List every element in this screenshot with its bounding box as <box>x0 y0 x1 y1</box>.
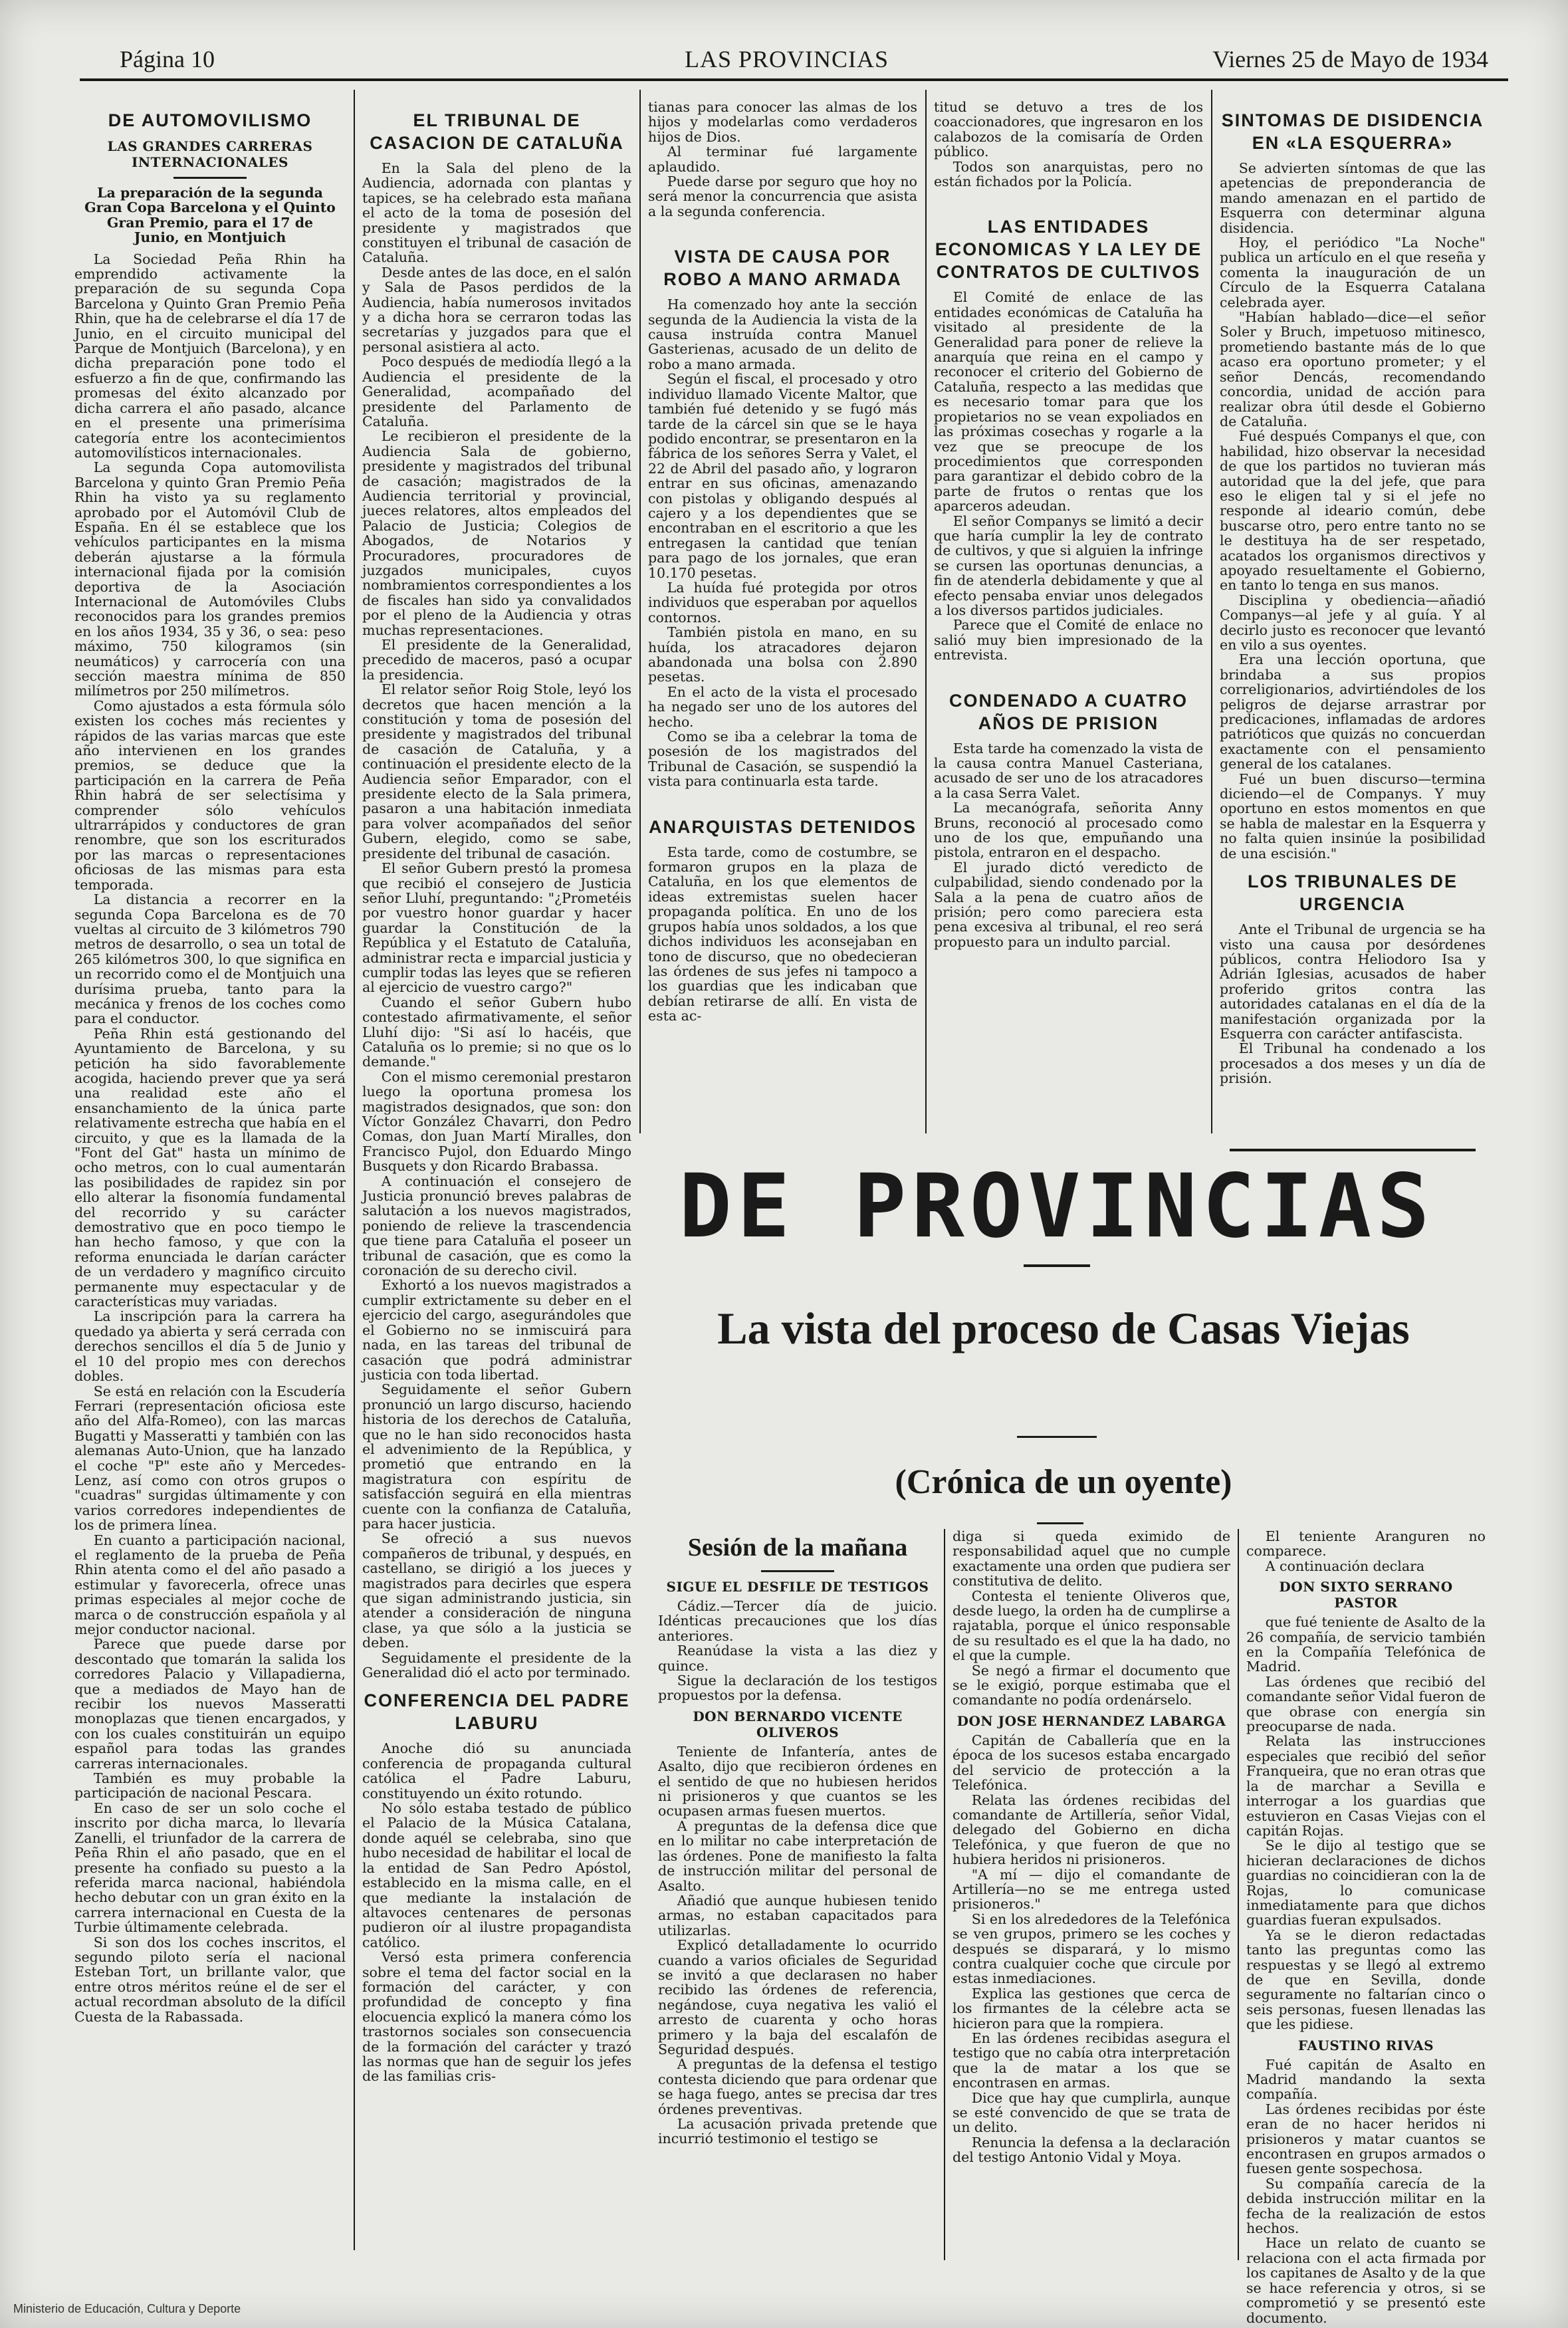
paragraph: Relata las órdenes recibidas del comandante de Artillería, señor Vidal, delegado del Gobierno en dicha Telefónica, y que fueron de que no hubiera heridos ni prisioneros. <box>952 1792 1230 1868</box>
paragraph: En caso de ser un solo coche el inscrito por dicha marca, lo llevaría Zanelli, el triunfador de la carrera de Peña Rhin el año pasado, que en el presente ha confiado su puesto a la referida marca nacional, habiéndola hecho debutar con un gran éxito en la carrera internacional en Cuesta de la Turbie últimamente celebrada. <box>74 1800 346 1936</box>
paragraph: Ya se le dieron redactadas tanto las preguntas como las respuestas y se llegó al extremo de que en Sevilla, donde seguramente no faltarían cinco o seis personas, fuesen llenadas las que les pidiese. <box>1246 1926 1486 2033</box>
paragraph: El relator señor Roig Stole, leyó los decretos que hacen mención a la constitución y toma de posesión del presidente y magistrados del tribunal de casación de Cataluña, y a continuación el presidente electo de la Audiencia señor Emparador, con el presidente electo de la Sala primera, pasaron a una habitación inmediata para volver acompañados del señor Gubern, elegido, como se sabe, presidente del tribunal de casación. <box>362 681 631 862</box>
paragraph: que fué teniente de Asalto de la 26 compañía, de servicio también en la Compañía Telefónica de Madrid. <box>1246 1614 1486 1675</box>
paragraph: En el acto de la vista el procesado ha negado ser uno de los autores del hecho. <box>648 683 917 730</box>
paragraph: Teniente de Infantería, antes de Asalto, dijo que recibieron órdenes en el sentido de que no hubiesen heridos ni prisioneros y que cuantos se les ocupasen armas fuesen muertos. <box>658 1743 937 1819</box>
paragraph: La Sociedad Peña Rhin ha emprendido activamente la preparación de su segunda Copa Barcelona y Quinto Gran Premio Peña Rhin, que ha de celebrarse el día 17 de Junio, en el circuito municipal del Parque de Montjuich (Barcelona), y en dicha preparación pone todo el esfuerzo a fin de que, confirmando las promesas del éxito alcanzado por dicha carrera el año pasado, alcance en el presente una primerísima categoría entre los acontecimientos automovilísticos internacionales. <box>74 251 346 461</box>
paragraph: Como se iba a celebrar la toma de posesión de los magistrados del Tribunal de Casación, se suspendió la vista para continuarla esta tarde. <box>648 729 917 790</box>
heading-automovilismo: DE AUTOMOVILISMO <box>108 110 312 130</box>
paragraph: Ante el Tribunal de urgencia se ha visto una causa por desórdenes públicos, contra Heliodoro Isa y Adrián Iglesias, acusados de haber proferido gritos contra las autoridades catalanas en el día de la manifestación organizada por la Esquerra con carácter antifascista. <box>1220 921 1486 1042</box>
paragraph: Se advierten síntomas de que las apetencias de preponderancia de mando amenazan en el partido de Esquerra con determinar alguna disidencia. <box>1220 160 1486 236</box>
masthead <box>120 39 1488 78</box>
paragraph: Le recibieron el presidente de la Audiencia Sala de gobierno, presidente y magistrados del tribunal de casación; magistrados de la Audiencia territorial y provincial, jueces relatores, altos empleados del Palacio de Justicia; Colegios de Abogados, de Notarios y Procuradores, procuradores de juzgados municipales, cuyos nombramientos correspondientes a los de fiscales han sido ya convalidados por el pleno de la Audiencia y otras muchas representaciones. <box>362 428 631 638</box>
paragraph: Renuncia la defensa a la declaración del testigo Antonio Vidal y Moya. <box>952 2134 1230 2166</box>
paragraph: El señor Gubern prestó la promesa que recibió el consejero de Justicia señor Lluhí, preguntando: "¿Prometéis por vuestro honor guardar y hacer guardar la Constitución de la República y el Estatuto de Cataluña, administrar recta e imparcial justicia y cumplir todas las leyes que se refieren al ejercicio de vuestro cargo?" <box>362 860 631 996</box>
divider <box>173 177 247 179</box>
paragraph: Con el mismo ceremonial prestaron luego la oportuna promesa los magistrados designados, que son: don Víctor González Chavarri, don Pedro Comas, don Juan Martí Miralles, don Francisco Pujol, don Eduardo Mingo Busquets y don Ricardo Brabassa. <box>362 1068 631 1175</box>
paragraph: El Tribunal ha condenado a los procesados a dos meses y un día de prisión. <box>1220 1040 1486 1087</box>
paragraph: Se ofreció a sus nuevos compañeros de tribunal, y después, en castellano, se dirigió a los jueces y magistrados para decirles que espera que sigan administrando justicia, sin atender a consideración de ninguna clase, ya que sólo a la justicia se deben. <box>362 1530 631 1651</box>
heading-anarquistas: ANARQUISTAS DETENIDOS <box>648 816 917 837</box>
paragraph: Puede darse por seguro que hoy no será menor la concurrencia que asista a la segunda conferencia. <box>648 174 917 219</box>
paragraph: Las órdenes que recibió del comandante señor Vidal fueron de que obrase con energía sin preocuparse de nada. <box>1246 1673 1486 1735</box>
paragraph: "A mí — dijo el comandante de Artillería—no se me entrega usted prisioneros." <box>952 1866 1230 1913</box>
paragraph: Ha comenzado hoy ante la sección segunda de la Audiencia la vista de la causa instruída contra Manuel Gasterienas, acusado de un delito de robo a mano armada. <box>648 296 917 372</box>
paragraph: Esta tarde ha comenzado la vista de la causa contra Manuel Casteriana, acusado de ser uno de los atracadores a la casa Serra Valet. <box>934 740 1203 801</box>
witness-name: DON SIXTO SERRANO PASTOR <box>1279 1579 1453 1611</box>
newspaper-name: LAS PROVINCIAS <box>685 46 889 72</box>
paragraph: A continuación declara <box>1265 1558 1425 1574</box>
subheading-carreras: LAS GRANDES CARRERAS INTERNACIONALES <box>107 138 313 170</box>
paragraph: A continuación el consejero de Justicia pronunció breves palabras de salutación a los nuevos magistrados, poniendo de relieve la trascendencia que tiene para Cataluña el poseer un tribunal de casación, que es como la coronación de su derecho civil. <box>362 1173 631 1279</box>
paragraph: También pistola en mano, en su huída, los atracadores dejaron abandonada una bolsa con 2.890 pesetas. <box>648 624 917 685</box>
paragraph: Exhortó a los nuevos magistrados a cumplir extrictamente su deber en el ejercicio del cargo, asegurándoles que el Gobierno no se inmiscuirá para nada, en las tareas del tribunal de casación que podrá administrar justicia con toda libertad. <box>362 1277 631 1383</box>
column-divider <box>639 90 641 1133</box>
paragraph: diga si queda eximido de responsabilidad aquel que no cumple exactamente una orden que pudiera ser constitutiva de delito. <box>952 1528 1230 1589</box>
paragraph: Disciplina y obediencia—añadió Companys—al jefe y al guía. Y al decirlo justo es reconocer que levantó en vilo a sus oyentes. <box>1220 592 1486 653</box>
paragraph: Añadió que aunque hubiesen tenido armas, no estaban capacitados para utilizarlas. <box>658 1892 937 1938</box>
article-tribunal-casacion <box>362 100 631 2260</box>
heading-tribunal: EL TRIBUNAL DE CASACION DE CATALUÑA <box>370 110 624 153</box>
paragraph: Parece que puede darse por descontado que tomarán la salida los corredores Palacio y Villapadierna, que a mediados de Mayo han de recibir los nuevos Masseratti monoplazas que tienen encargados, y con los cuales constituirán un equipo español para todas las grandes carreras internacionales. <box>74 1636 346 1772</box>
paragraph: El presidente de la Generalidad, precedido de maceros, pasó a ocupar la presidencia. <box>362 637 631 683</box>
paragraph: Según el fiscal, el procesado y otro individuo llamado Vicente Maltor, que también fué detenido y se fugó más tarde de la cárcel sin que se le haya podido encontrar, se presentaron en la fábrica de los señores Serra y Valet, el 22 de Abril del pasado año, y lograron entrar en sus oficinas, amenazando con pistolas y obligando después al cajero y a los dependientes que se encontraban en el escritorio a que les entregasen la cantidad que tenían para pago de los jornales, que eran 10.170 pesetas. <box>648 371 917 581</box>
paragraph: Versó esta primera conferencia sobre el tema del factor social en la formación del carácter, y con profundidad de concepto y fina elocuencia explicó la manera cómo los trastornos sociales son consecuencia de la formación del carácter y trazó las normas que han de seguir los jefes de las familias cris- <box>362 1949 631 2085</box>
paragraph: Explicó detalladamente lo ocurrido cuando a varios oficiales de Seguridad se invitó a que declarasen no haber recibido las órdenes de referencia, negándose, cuya negativa les valió el arresto de cuarenta y ocho horas primero y la baja del escalafón de Seguridad después. <box>658 1937 937 2057</box>
paragraph: Si son dos los coches inscritos, el segundo piloto sería el nacional Esteban Tort, un brillante valor, que entre otros méritos reúne el de ser el actual recordman absoluto de la difícil Cuesta de la Rabassada. <box>74 1934 346 2025</box>
column-divider <box>354 90 355 2250</box>
kicker: SIGUE EL DESFILE DE TESTIGOS <box>666 1579 929 1595</box>
paragraph: La mecanógrafa, señorita Anny Bruns, reconoció al procesado como uno de los que, empuñando una pistola, entraron en el despacho. <box>934 800 1203 861</box>
paragraph: Al terminar fué largamente aplaudido. <box>648 144 917 175</box>
paragraph: El Comité de enlace de las entidades económicas de Cataluña ha visitado al presidente de la Generalidad para poner de relieve la anarquía que reina en el campo y reconocer el criterio del Gobierno de Cataluña, respecto a las medidas que es necesario tomar para que los propietarios no se vean expoliados en las próximas cosechas y rogarle a la vez que se preocupe de los procedimientos que corresponden para garantizar el debido cobro de la parte de frutos o rentas que los aparceros adeudan. <box>934 289 1203 515</box>
paragraph: Se negó a firmar el documento que se le exigió, porque estimaba que el comandante no podía ordenárselo. <box>952 1662 1230 1708</box>
paragraph: Desde antes de las doce, en el salón y Sala de Pasos perdidos de la Audiencia, había numerosos invitados y a dicha hora se cerraron todas las secretarías y juzgados para que el personal asistiera al acto. <box>362 264 631 355</box>
paragraph: Se está en relación con la Escudería Ferrari (representación oficiosa este año del Alfa-Romeo), con las marcas Bugatti y Masseratti y también con las alemanas Auto-Union, que ha lanzado el coche "P" este año y Mercedes-Lenz, así como con otros grupos o "cuadras" surgidas últimamente y con varios corredores independientes de los de primera línea. <box>74 1383 346 1534</box>
paragraph: A preguntas de la defensa dice que en lo militar no cabe interpretación de las órdenes. Pone de manifiesto la falta de instrucción militar del personal de Asalto. <box>658 1817 937 1894</box>
paragraph: El jurado dictó veredicto de culpabilidad, siendo condenado por la Sala a la pena de cuatro años de prisión; pero como pareciera esta pena excesiva al tribunal, el reo será propuesto para un indulto parcial. <box>934 859 1203 950</box>
paragraph: Cuando el señor Gubern hubo contestado afirmativamente, el señor Lluhí dijo: "Si así lo hacéis, que Cataluña os lo premie; si no que os lo demande." <box>362 994 631 1070</box>
article-sesion-cont2 <box>1246 1528 1486 2326</box>
headline-rule <box>1017 1436 1097 1438</box>
masthead-rule <box>80 78 1508 81</box>
paragraph: Las órdenes recibidas por éste eran de no hacer heridos ni prisioneros y matar cuantos se encontrasen en grupos armados o fuesen gente sospechosa. <box>1246 2101 1486 2177</box>
paragraph: La inscripción para la carrera ha quedado ya abierta y será cerrada con derechos sencillos el día 5 de Junio y el 10 del propio mes con derechos dobles. <box>74 1308 346 1385</box>
lead-paragraph: La preparación de la segunda Gran Copa Barcelona y el Quinto Gran Premio, para el 17 de Junio, en Montjuich <box>84 185 336 246</box>
issue-date: Viernes 25 de Mayo de 1934 <box>1212 46 1488 72</box>
paragraph: Fué capitán de Asalto en Madrid mandando la sexta compañía. <box>1246 2056 1486 2103</box>
paragraph: Anoche dió su anunciada conferencia de propaganda cultural católica el Padre Laburu, constituyendo un éxito rotundo. <box>362 1740 631 1802</box>
paragraph: Peña Rhin está gestionando del Ayuntamiento de Barcelona, y su petición ha sido favorablemente acogida, haciendo prever que ya será una realidad este año el ensanchamiento de la única parte relativamente estrecha que había en el circuito, y que es la llamada de la "Font del Gat" hasta un mínimo de ocho metros, con lo cual aumentarán las posibilidades de rapidez sin por ello alterar la fisonomía fundamental del recorrido y su carácter demostrativo que en poco tiempo le han hecho famoso, y que con la reforma enunciada le darían carácter de un verdadero y magnífico circuito permanente muy espectacular y de características muy variadas. <box>74 1025 346 1310</box>
column-divider <box>925 90 927 1133</box>
section-title-rule <box>1024 1264 1090 1267</box>
paragraph: Como ajustados a esta fórmula sólo existen los coches más recientes y rápidos de las varias marcas que este año intervienen en los grandes premios, se deduce que la participación en la carrera de Peña Rhin habrá de ser selectísima y comprender sólo vehículos ultrarrápidos y conductores de gran renombre, que son los escriturados por las marcas o representaciones oficiosas de las mismas para esta temporada. <box>74 697 346 893</box>
section-title: DE PROVINCIAS <box>679 1155 1435 1258</box>
witness-name: DON JOSE HERNANDEZ LABARGA <box>956 1712 1226 1729</box>
paragraph: Poco después de mediodía llegó a la Audiencia el presidente de la Generalidad, acompañado del presidente del Parlamento de Cataluña. <box>362 354 631 429</box>
paragraph: Seguidamente el señor Gubern pronunció un largo discurso, haciendo historia de los derechos de Cataluña, que no le han sido reconocidos hasta el advenimiento de la República, y prometió que entrando en la magistratura con espíritu de satisfacción seguirá en ella mientras cuente con la confianza de Cataluña, para hacer justicia. <box>362 1381 631 1532</box>
subhead-rule <box>1037 1522 1083 1524</box>
paragraph: Parece que el Comité de enlace no salió muy bien impresionado de la entrevista. <box>934 617 1203 663</box>
paragraph: La distancia a recorrer en la segunda Copa Barcelona es de 70 vueltas al circuito de 3 kilómetros 790 metros de desarrollo, o sea un total de 265 kilómetros 300, lo que significa en un recorrido como el de Montjuich una durísima prueba, tanto para la mecánica y frenos de los coches como para el conductor. <box>74 891 346 1027</box>
paragraph: Relata las instrucciones especiales que recibió del señor Franqueira, que no eran otras que la de marchar a Sevilla e interrogar a los guardias que estuvieron en Casas Viejas con el capitán Rojas. <box>1246 1733 1486 1839</box>
paragraph: La acusación privada pretende que incurrió testimonio el testigo se <box>658 2116 937 2147</box>
paragraph: A preguntas de la defensa el testigo contesta diciendo que para ordenar que se haga fuego, antes se precisa dar tres órdenes preventivas. <box>658 2056 937 2117</box>
article-entidades <box>934 100 1203 1130</box>
sesion-heading: Sesión de la mañana <box>687 1534 908 1562</box>
paragraph: No sólo estaba testado de público el Palacio de la Música Catalana, donde aquél se celebraba, sino que hubo necesidad de habilitar el local de la entidad de San Pedro Apóstol, establecido en la misma calle, en el que mediante la instalación de altavoces centenares de personas pudieron oír al ilustre propagandista católico. <box>362 1800 631 1950</box>
article-automovilismo <box>74 100 346 2260</box>
paragraph: El teniente Aranguren no comparece. <box>1246 1528 1486 1560</box>
heading-robo: VISTA DE CAUSA POR ROBO A MANO ARMADA <box>663 247 902 290</box>
paragraph: Dice que hay que cumplirla, aunque se esté convencido de que se trata de un delito. <box>952 2089 1230 2136</box>
article-vista-causa <box>648 100 917 1130</box>
column-divider <box>1211 90 1212 1133</box>
paragraph: El señor Companys se limitó a decir que haría cumplir la ley de contrato de cultivos, y que si alguien la infringe se cursen las oportunas denuncias, a fin de atenderla debidamente y que al efecto pensaba enviar unos delegados a los diversos partidos judiciales. <box>934 513 1203 618</box>
heading-laburu: CONFERENCIA DEL PADRE LABURU <box>364 1690 630 1734</box>
paragraph: Su compañía carecía de la debida instrucción militar en la fecha de la realización de estos hechos. <box>1246 2175 1486 2237</box>
paragraph: Esta tarde, como de costumbre, se formaron grupos en la plaza de Cataluña, en los que elementos de ideas extremistas suelen hacer propaganda política. En uno de los grupos había unos soldados, a los que dichos individuos les aconsejaban en tono de discurso, que no obedecieran las órdenes de sus jefes ni tampoco a los guardias que les indicaban que debían retirarse de allí. En vista de esta ac- <box>648 844 917 1024</box>
paragraph: tianas para conocer las almas de los hijos y modelarlas como verdaderos hijos de Dios. <box>648 99 917 145</box>
heading-condenado: CONDENADO A CUATRO AÑOS DE PRISION <box>949 690 1188 733</box>
paragraph: "Habían hablado—dice—el señor Soler y Bruch, impetuoso mitinesco, prometiendo bastante más de lo que acaso era oportuno prometer; y el señor Dencás, recomendando concordia, unidad de acción para realizar obra útil desde el Gobierno de Cataluña. <box>1220 309 1486 429</box>
heading-tribunales-urgencia: LOS TRIBUNALES DE URGENCIA <box>1247 872 1458 915</box>
feature-headline: La vista del proceso de Casas Viejas <box>717 1303 1410 1353</box>
witness-name: FAUSTINO RIVAS <box>1297 2037 1434 2053</box>
paragraph: También es muy probable la participación de nacional Pescara. <box>74 1770 346 1802</box>
paragraph: Se le dijo al testigo que se hicieran declaraciones de dichos guardias no coincidieran con la de Rojas, lo comunicase inmediatamente para que dichos guardias fueran expulsados. <box>1246 1837 1486 1928</box>
article-esquerra <box>1220 100 1486 1130</box>
paragraph: Fué un buen discurso—termina diciendo—el de Companys. Y muy oportuno en estos momentos en que se habla de malestar en la Esquerra y no falta quien insinúe la posibilidad de una escisión." <box>1220 770 1486 862</box>
paragraph: Hace un relato de cuanto se relaciona con el acta firmada por los capitanes de Asalto y de la que se hace referencia y otros, si se comprometió y se presentó este documento. <box>1246 2235 1486 2326</box>
paragraph: Si en los alrededores de la Telefónica se ven grupos, primero se les coches y después se disparará, y lo mismo contra cualquier coche que circule por estas inmediaciones. <box>952 1911 1230 1987</box>
heading-esquerra: SINTOMAS DE DISIDENCIA EN «LA ESQUERRA» <box>1221 110 1484 153</box>
paragraph: La huída fué protegida por otros individuos que esperaban por aquellos contornos. <box>648 579 917 626</box>
article-sesion-cont <box>952 1529 1230 2267</box>
archive-footer: Ministerio de Educación, Cultura y Deporte <box>13 2302 241 2315</box>
paragraph: En la Sala del pleno de la Audiencia, adornada con plantas y tapices, se ha celebrado esta mañana el acto de la toma de posesión del presidente y magistrados que constituyen el tribunal de casación de Cataluña. <box>362 160 631 266</box>
paragraph: Todos son anarquistas, pero no están fichados por la Policía. <box>934 158 1203 190</box>
paragraph: Contesta el teniente Oliveros que, desde luego, la orden ha de cumplirse a rajatabla, porque el único responsable de su resultado es el que la ha dado, no el que la cumple. <box>952 1587 1230 1664</box>
paragraph: titud se detuvo a tres de los coaccionadores, que ingresaron en los calabozos de la comisaría de Orden público. <box>934 99 1203 160</box>
paragraph: Reanúdase la vista a las diez y quince. <box>658 1643 937 1674</box>
divider <box>761 1570 834 1572</box>
column-divider <box>944 1529 945 2260</box>
paragraph: Sigue la declaración de los testigos propuestos por la defensa. <box>658 1673 937 1704</box>
paragraph: En cuanto a participación nacional, el reglamento de la prueba de Peña Rhin atenta como el del año pasado a estimular y favorecerla, ofrece unas primas especiales al mejor coche de marca o de construcción española y al mejor conductor nacional. <box>74 1532 346 1637</box>
paragraph: Cádiz.—Tercer día de juicio. Idénticas precauciones que los días anteriores. <box>658 1598 937 1644</box>
paragraph: Capitán de Caballería que en la época de los sucesos estaba encargado del servicio de protección a la Telefónica. <box>952 1732 1230 1794</box>
paragraph: Seguidamente el presidente de la Generalidad dió el acto por terminado. <box>362 1649 631 1681</box>
article-sesion <box>658 1529 937 2267</box>
paragraph: Fué después Companys el que, con habilidad, hizo observar la necesidad de que los partidos no tuvieran más autoridad que la del jefe, que para eso le eligen tal y si el jefe no responde al ideario común, debe buscarse otro, pero entre tanto no se le destituya ha de ser respetado, acatados los organismos directivos y apoyado resueltamente el Gobierno, en tanto lo tenga en sus manos. <box>1220 428 1486 594</box>
heading-entidades: LAS ENTIDADES ECONOMICAS Y LA LEY DE CONTRATOS DE CULTIVOS <box>935 217 1202 283</box>
section-rule <box>1230 1149 1476 1151</box>
paragraph: Explica las gestiones que cerca de los firmantes de la célebre acta se hicieron para que la rompiera. <box>952 1985 1230 2032</box>
page-number: Página 10 <box>120 46 215 72</box>
paragraph: Era una lección oportuna, que brindaba a sus propios correligionarios, advirtiéndoles de los peligros de dejarse arrastrar por predicaciones, inflamadas de ardores patrióticos que quizás no concuerdan exactamente con el pensamiento general de los catalanes. <box>1220 651 1486 772</box>
paragraph: La segunda Copa automovilista Barcelona y quinto Gran Premio Peña Rhin ha visto ya su reglamento aprobado por el Automóvil Club de España. En él se establece que los vehículos participantes en la misma deberán ajustarse a la fórmula internacional fijada por la comisión deportiva de la Asociación Internacional de Automóviles Clubs reconocidos para los grandes premios en los años 1934, 35 y 36, o sea: peso máximo, 750 kilogramos (sin neumáticos) y carrocería con una sección maestra mínima de 850 milímetros por 250 milímetros. <box>74 459 346 699</box>
witness-name: DON BERNARDO VICENTE OLIVEROS <box>693 1708 903 1740</box>
feature-subheadline: (Crónica de un oyente) <box>895 1463 1232 1501</box>
column-divider <box>1238 1529 1239 2260</box>
paragraph: Hoy, el periódico "La Noche" publica un artículo en el que reseña y comenta la inauguración de un Círculo de la Esquerra Catalana celebrada ayer. <box>1220 235 1486 310</box>
paragraph: En las órdenes recibidas asegura el testigo que no cabía otra interpretación que la de matar a los que se encontrasen en armas. <box>952 2030 1230 2091</box>
